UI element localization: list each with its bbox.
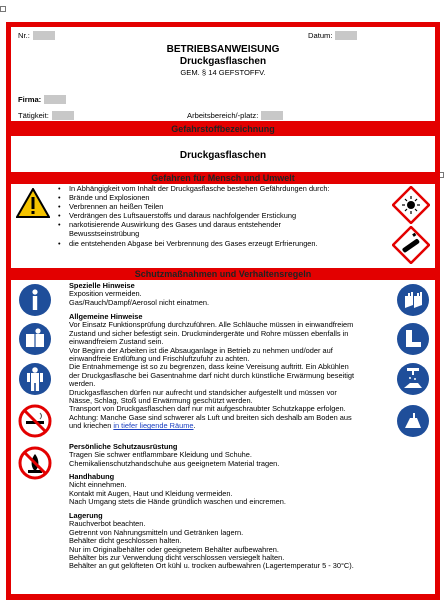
hand-line: Nicht einnehmen.	[69, 480, 127, 490]
hand-title: Handhabung	[69, 472, 115, 481]
tiefer-raeume-link[interactable]: in tiefer liegende Räume	[113, 421, 194, 431]
allgemein-line: Druckgasflaschen dürfen nur aufrecht und standsicher aufgestellt und müssen vor	[69, 387, 337, 397]
allgemein-last-suffix: .	[193, 421, 196, 431]
read-manual-icon	[18, 322, 52, 356]
protective-clothing-icon	[18, 362, 52, 396]
regulation-reference: GEM. § 14 GEFSTOFFV.	[180, 68, 266, 77]
gefahren-item: • Brände und Explosionen	[69, 194, 150, 203]
psa-line: Tragen Sie schwer entflammbare Kleidung und Schuhe.	[69, 450, 252, 460]
lager-line: Behälter an gut gelüfteten Ort kühl u. trocken aufbewahren (Lagertemperatur 5 - 30°C).	[69, 561, 354, 571]
document-subtitle: Druckgasflaschen	[179, 56, 267, 67]
allgemein-line: Achtung: Manche Gase sind schwerer als Luft und breiten sich deshalb am Boden aus	[69, 412, 352, 422]
nr-input[interactable]	[33, 31, 55, 40]
allgemein-line: werden.	[69, 379, 96, 389]
gefahren-item: • Verdrängen des Luftsauerstoffs und daraus nachfolgender Erstickung	[69, 212, 296, 221]
firma-input[interactable]	[44, 95, 66, 104]
warning-triangle-icon	[16, 188, 50, 218]
datum-input[interactable]	[335, 31, 357, 40]
taetigkeit-field	[18, 111, 74, 120]
firma-label: Firma:	[18, 95, 42, 104]
header-box	[11, 27, 435, 121]
allgemein-line: Vor Einsatz Funktionsprüfung durchzuführen. Alle Schläuche müssen in einwandfreiem	[69, 320, 354, 330]
gefahren-box	[11, 184, 435, 268]
schutz-box	[11, 280, 435, 594]
arbeitsbereich-label: Arbeitsbereich/-platz:	[187, 111, 259, 120]
datum-field	[308, 31, 357, 40]
hand-line: Kontakt mit Augen, Haut und Kleidung vermeiden.	[69, 488, 233, 498]
spezielle-title: Spezielle Hinweise	[69, 281, 135, 290]
allgemein-line: Zustand und sicher befestigt sein. Druckmindergeräte und Rohre müssen ebenfalls in	[69, 328, 349, 338]
wash-hands-icon	[396, 362, 430, 396]
lagerung-section	[69, 512, 354, 571]
operating-instruction-sheet	[6, 22, 440, 600]
gefahrstoff-name: Druckgasflaschen	[179, 150, 267, 161]
no-open-flame-icon	[18, 446, 52, 480]
lager-line: Nur im Originalbehälter oder geeignetem Behälter aufbewahren.	[69, 544, 279, 554]
gefahren-item: • In Abhängigkeit vom Inhalt der Druckgasflasche bestehen Gefährdungen durch:	[69, 185, 329, 194]
psa-title: Persönliche Schutzausrüstung	[69, 442, 178, 451]
gefahren-item-continuation: Bewusstseinstrübung	[69, 229, 140, 238]
gefahren-heading: Gefahren für Mensch und Umwelt	[151, 173, 295, 183]
arbeitsbereich-input[interactable]	[261, 111, 283, 120]
allgemein-line: Vor Beginn der Arbeiten ist die Absauganlage in Betrieb zu nehmen und/oder auf	[69, 345, 333, 355]
gefahren-item: • Verbrennen an heißen Teilen	[69, 203, 163, 212]
gloves-mandatory-icon	[396, 283, 430, 317]
lager-line: Behälter bis zur Verwendung dicht verschlossen versiegelt halten.	[69, 553, 285, 563]
allgemein-line: der Druckgasflasche bei Gasentnahme darf nicht durch künstliche Erwärmung beseitigt	[69, 370, 355, 380]
gefahren-item: • narkotisierende Auswirkung des Gases und daraus entstehender	[69, 221, 281, 230]
firma-field	[18, 95, 66, 104]
text-cursor-handle	[0, 6, 6, 12]
gas-cylinder-hazard-diamond-icon	[392, 226, 430, 264]
handhabung-section	[69, 473, 286, 507]
nr-field	[18, 31, 55, 40]
hand-line: Nach Umgang stets die Hände gründlich waschen und eincremen.	[69, 497, 286, 507]
allgemeine-hinweise	[69, 313, 354, 431]
taetigkeit-label: Tätigkeit:	[18, 111, 49, 120]
datum-label: Datum:	[308, 31, 333, 40]
allgemein-line: einwandfreiem Zustand sein.	[69, 337, 164, 347]
gefahrstoff-box	[11, 136, 435, 172]
no-smoking-icon	[18, 404, 52, 438]
allgemein-line: Die Entnahmemenge ist so zu begrenzen, dass keine Vereisung auftritt. Ein Abkühlen	[69, 362, 349, 372]
allgemein-last-prefix: und kriechen	[69, 421, 114, 431]
info-mandatory-icon	[18, 283, 52, 317]
allgemein-title: Allgemeine Hinweise	[69, 312, 143, 321]
spezielle-line: Gas/Rauch/Dampf/Aerosol nicht einatmen.	[69, 297, 210, 307]
spezielle-hinweise	[69, 282, 209, 307]
allgemein-line: Nässe, Schlag, Stoß und Erwärmung geschützt werden.	[69, 396, 253, 406]
document-title: BETRIEBSANWEISUNG	[166, 44, 280, 55]
arbeitsbereich-field	[187, 111, 283, 120]
psa-line: Chemikalienschutzhandschuhe aus geeignetem Material tragen.	[69, 458, 280, 468]
nr-label: Nr.:	[18, 31, 30, 40]
psa-section	[69, 443, 279, 468]
gefahren-item: • die entstehenden Abgase bei Verbrennung des Gases erzeugt Erfrierungen.	[69, 240, 318, 249]
taetigkeit-input[interactable]	[52, 111, 74, 120]
gefahrstoff-heading: Gefahrstoffbezeichnung	[171, 124, 275, 134]
explosive-hazard-diamond-icon	[392, 186, 430, 224]
lager-line: Behälter dicht geschlossen halten.	[69, 536, 182, 546]
allgemein-line: einwandfreie Entlüftung und Frischluftzufuhr zu achten.	[69, 354, 250, 364]
allgemein-line: Transport von Druckgasflaschen darf nur mit aufgeschraubter Schutzkappe erfolgen.	[69, 404, 346, 414]
spezielle-line: Exposition vermeiden.	[69, 289, 142, 299]
safety-boots-icon	[396, 322, 430, 356]
skin-protection-icon	[396, 404, 430, 438]
lager-line: Getrennt von Nahrungsmitteln und Getränken lagern.	[69, 527, 244, 537]
lager-title: Lagerung	[69, 511, 103, 520]
schutz-heading: Schutzmaßnahmen und Verhaltensregeln	[134, 269, 312, 279]
lager-line: Rauchverbot beachten.	[69, 519, 146, 529]
